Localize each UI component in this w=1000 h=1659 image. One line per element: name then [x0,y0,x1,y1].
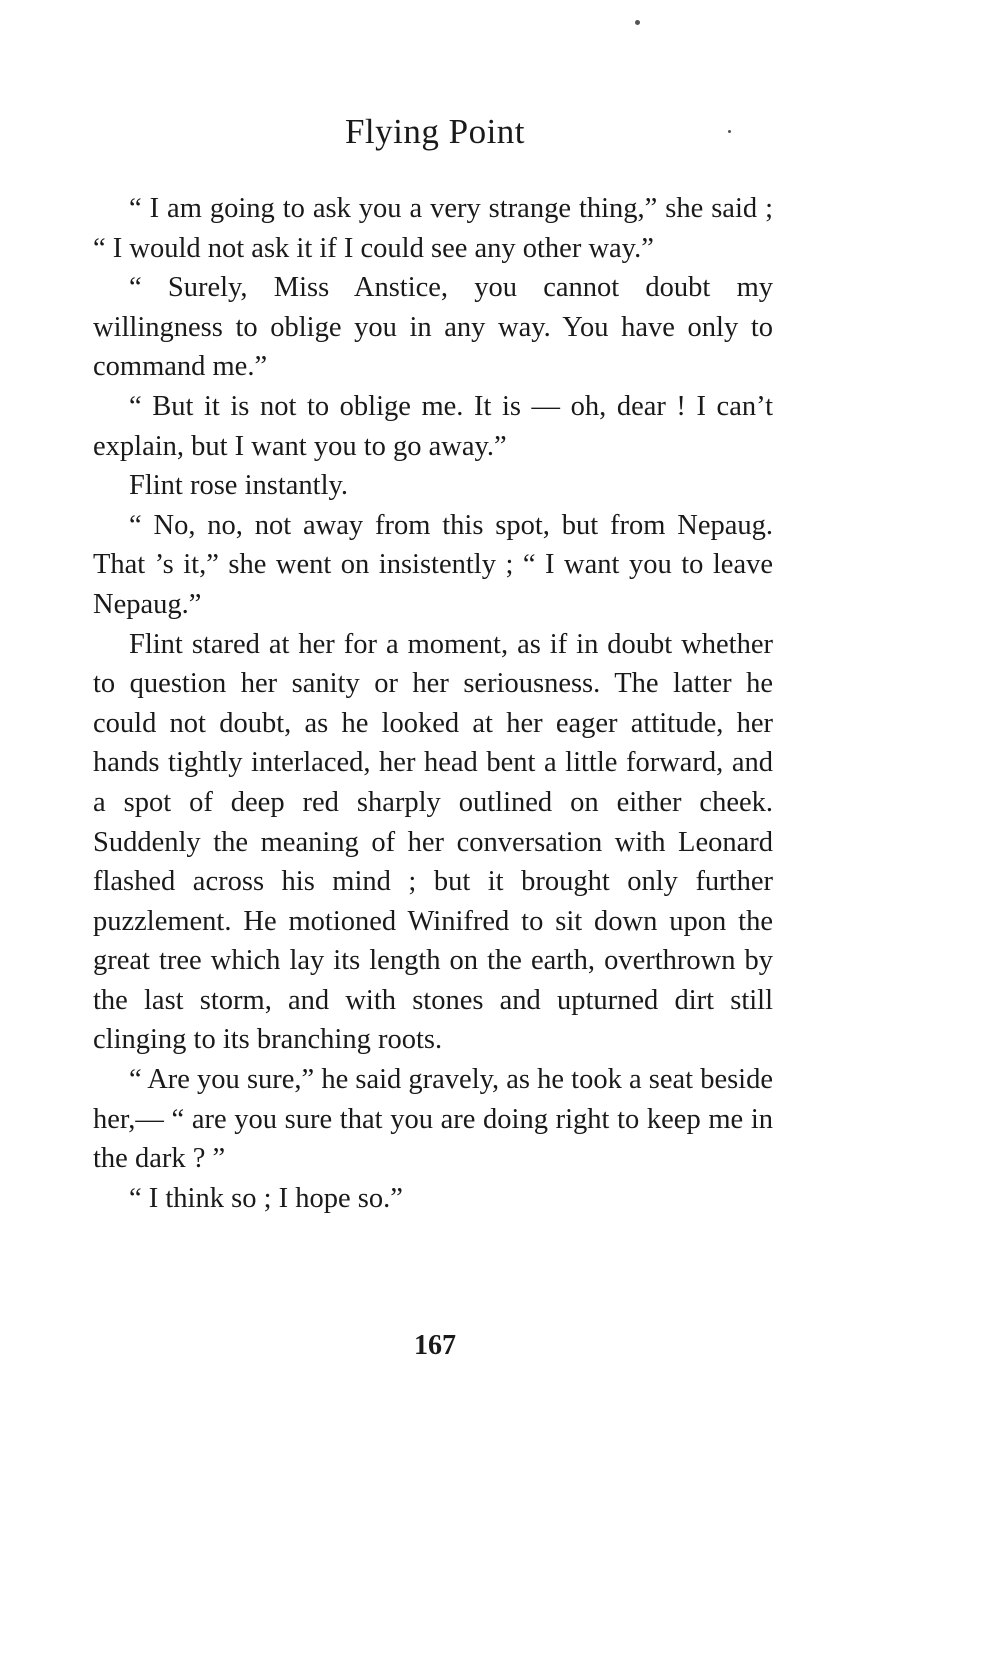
paragraph: “ I am going to ask you a very strange thing,” she said ; “ I would not ask it if I could see any other way.” [93,193,773,264]
page-number: 167 [414,1330,456,1361]
body-text [93,189,773,1218]
paragraph: “ Surely, Miss Anstice, you cannot doubt my willingness to oblige you in any way. You have only to command me.” [93,272,773,383]
paragraph: “ No, no, not away from this spot, but from Nepaug. That ’s it,” she went on insistently ; “ I want you to leave Nepaug.” [93,509,773,620]
paragraph: Flint rose instantly. [129,470,349,502]
running-head: Flying Point [344,112,526,151]
paragraph: “ But it is not to oblige me. It is — oh, dear ! I can’t explain, but I want you to go away.” [93,390,773,462]
ink-speck [635,20,640,25]
paragraph: “ I think so ; I hope so.” [129,1182,403,1214]
paragraph: Flint stared at her for a moment, as if in doubt whether to question her sanity or her seriousness. The latter he could not doubt, as he looked at her eager attitude, her hands tightly interlaced, her head bent a little forward, and a spot of deep red sharply outlined on either cheek. Suddenly the meaning of her conversation with Leonard flashed across his mind ; but it brought only further puzzlement. He motioned Winifred to sit down upon the great tree which lay its length on the earth, overthrown by the last storm, and with stones and upturned dirt still clinging to its branching roots. [93,628,773,1056]
paragraph: “ Are you sure,” he said gravely, as he took a seat beside her,— “ are you sure that you are doing right to keep me in the dark ? ” [93,1064,773,1175]
